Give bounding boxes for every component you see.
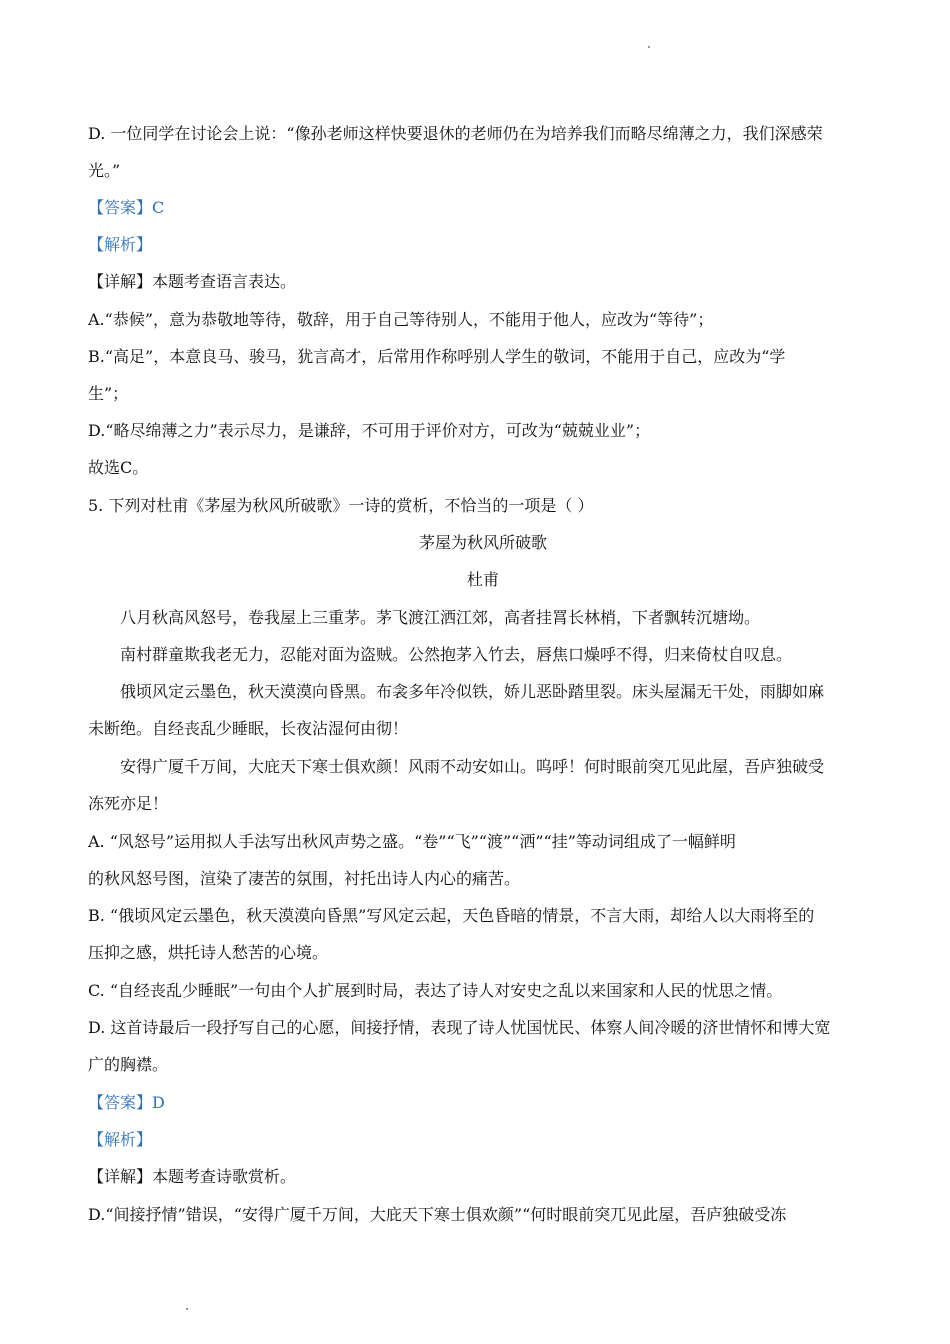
- bottom-mark: [186, 1308, 188, 1310]
- detail-heading-1: 【详解】本题考查语言表达。: [88, 272, 297, 291]
- choice-conclusion: 故选C。: [88, 458, 149, 477]
- analysis-label-2: 【解析】: [88, 1130, 153, 1149]
- question-5: 5. 下列对杜甫《茅屋为秋风所破歌》一诗的赏析，不恰当的一项是（ ）: [88, 496, 594, 515]
- q5-option-d-line-2: 广的胸襟。: [88, 1055, 169, 1074]
- explanation-q5-d: D.“间接抒情”错误，“安得广厦千万间，大庇天下寒士俱欢颜”“何时眼前突兀见此屋，吾庐独破受冻: [88, 1205, 787, 1224]
- answer-label-1: 【答案】C: [88, 198, 165, 217]
- poem-stanza-4-line-2: 冻死亦足！: [88, 794, 169, 813]
- q5-option-c: C. “自经丧乱少睡眠”一句由个人扩展到时局，表达了诗人对安史之乱以来国家和人民的忧思之情。: [88, 981, 783, 1000]
- option-d-line-1: D. 一位同学在讨论会上说：“像孙老师这样快要退休的老师仍在为培养我们而略尽绵薄之力，我们深感荣: [88, 124, 823, 143]
- answer-label-2: 【答案】D: [88, 1093, 165, 1112]
- poem-stanza-1: 八月秋高风怒号，卷我屋上三重茅。茅飞渡江洒江郊，高者挂罥长林梢，下者飘转沉塘坳。: [120, 608, 761, 627]
- top-mark: [648, 46, 650, 48]
- detail-heading-2: 【详解】本题考查诗歌赏析。: [88, 1167, 297, 1186]
- explanation-b-line-2: 生”；: [88, 384, 129, 403]
- explanation-a: A.“恭候”，意为恭敬地等待，敬辞，用于自己等待别人，不能用于他人，应改为“等待”；: [88, 310, 714, 329]
- q5-option-b-line-1: B. “俄顷风定云墨色，秋天漠漠向昏黑”写风定云起，天色昏暗的情景，不言大雨，却给人以大雨将至的: [88, 906, 815, 925]
- poem-stanza-3-line-2: 未断绝。自经丧乱少睡眠，长夜沾湿何由彻！: [88, 719, 409, 738]
- option-d-line-2: 光。”: [88, 161, 121, 180]
- poem-title: 茅屋为秋风所破歌: [418, 533, 547, 552]
- q5-option-a-line-1: A. “风怒号”运用拟人手法写出秋风声势之盛。“卷”“飞”“渡”“洒”“挂”等动词组成了一幅鲜明: [88, 832, 736, 851]
- poem-stanza-3-line-1: 俄顷风定云墨色，秋天漠漠向昏黑。布衾多年冷似铁，娇儿恶卧踏里裂。床头屋漏无干处，雨脚如麻: [120, 682, 825, 701]
- explanation-b-line-1: B.“高足”，本意良马、骏马，犹言高才，后常用作称呼别人学生的敬词，不能用于自己，应改为“学: [88, 347, 786, 366]
- q5-option-d-line-1: D. 这首诗最后一段抒写自己的心愿，间接抒情，表现了诗人忧国忧民、体察人间冷暖的济世情怀和博大宽: [88, 1018, 831, 1037]
- analysis-label-1: 【解析】: [88, 235, 153, 254]
- poem-author: 杜甫: [466, 570, 499, 589]
- poem-stanza-4-line-1: 安得广厦千万间，大庇天下寒士俱欢颜！风雨不动安如山。呜呼！何时眼前突兀见此屋，吾庐独破受: [120, 757, 825, 776]
- q5-option-b-line-2: 压抑之感，烘托诗人愁苦的心境。: [88, 943, 329, 962]
- explanation-d: D.“略尽绵薄之力”表示尽力，是谦辞，不可用于评价对方，可改为“兢兢业业”；: [88, 421, 651, 440]
- poem-stanza-2: 南村群童欺我老无力，忍能对面为盗贼。公然抱茅入竹去，唇焦口燥呼不得，归来倚杖自叹息。: [120, 645, 793, 664]
- q5-option-a-line-2: 的秋风怒号图，渲染了凄苦的氛围，衬托出诗人内心的痛苦。: [88, 869, 521, 888]
